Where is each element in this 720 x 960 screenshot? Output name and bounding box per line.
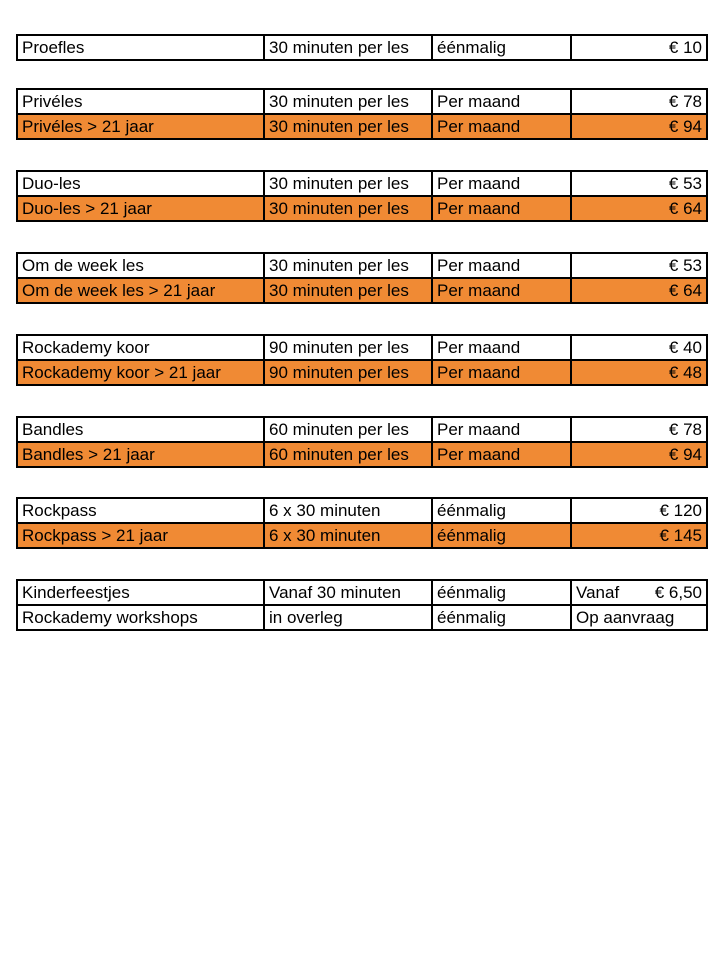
price-table-priveles bbox=[16, 88, 708, 140]
price-table-bandles bbox=[16, 416, 708, 468]
lesson-price: € 6,50 bbox=[654, 583, 702, 602]
table-row bbox=[17, 442, 707, 467]
lesson-duration: 30 minuten per les bbox=[264, 253, 432, 278]
lesson-frequency: Per maand bbox=[432, 360, 571, 385]
lesson-price: € 40 bbox=[571, 335, 707, 360]
lesson-frequency: Per maand bbox=[432, 171, 571, 196]
lesson-price: Op aanvraag bbox=[571, 605, 707, 630]
lesson-frequency: éénmalig bbox=[432, 498, 571, 523]
table-row bbox=[17, 335, 707, 360]
lesson-duration: 6 x 30 minuten bbox=[264, 498, 432, 523]
lesson-frequency: Per maand bbox=[432, 278, 571, 303]
lesson-price: € 64 bbox=[571, 278, 707, 303]
price-table-proefles bbox=[16, 34, 708, 61]
lesson-duration: 30 minuten per les bbox=[264, 278, 432, 303]
lesson-name: Duo-les bbox=[17, 171, 264, 196]
lesson-frequency: éénmalig bbox=[432, 523, 571, 548]
lesson-price: € 145 bbox=[571, 523, 707, 548]
lesson-price: € 10 bbox=[571, 35, 707, 60]
lesson-price: € 78 bbox=[571, 89, 707, 114]
lesson-price: € 53 bbox=[571, 253, 707, 278]
table-row bbox=[17, 114, 707, 139]
lesson-duration: 30 minuten per les bbox=[264, 196, 432, 221]
lesson-frequency: éénmalig bbox=[432, 35, 571, 60]
table-row bbox=[17, 580, 707, 605]
lesson-duration: Vanaf 30 minuten bbox=[264, 580, 432, 605]
lesson-name: Privéles bbox=[17, 89, 264, 114]
table-row bbox=[17, 498, 707, 523]
table-row bbox=[17, 35, 707, 60]
lesson-name: Om de week les bbox=[17, 253, 264, 278]
lesson-name: Duo-les > 21 jaar bbox=[17, 196, 264, 221]
price-table-koor bbox=[16, 334, 708, 386]
lesson-price: € 94 bbox=[571, 442, 707, 467]
lesson-name: Rockademy koor > 21 jaar bbox=[17, 360, 264, 385]
lesson-name: Rockpass bbox=[17, 498, 264, 523]
lesson-name: Bandles bbox=[17, 417, 264, 442]
lesson-name: Rockpass > 21 jaar bbox=[17, 523, 264, 548]
lesson-name: Proefles bbox=[17, 35, 264, 60]
table-row bbox=[17, 360, 707, 385]
lesson-duration: 6 x 30 minuten bbox=[264, 523, 432, 548]
lesson-frequency: Per maand bbox=[432, 442, 571, 467]
lesson-frequency: Per maand bbox=[432, 253, 571, 278]
lesson-frequency: éénmalig bbox=[432, 580, 571, 605]
lesson-frequency: éénmalig bbox=[432, 605, 571, 630]
table-row bbox=[17, 89, 707, 114]
lesson-price: € 94 bbox=[571, 114, 707, 139]
lesson-duration: 90 minuten per les bbox=[264, 360, 432, 385]
table-row bbox=[17, 417, 707, 442]
lesson-name: Rockademy koor bbox=[17, 335, 264, 360]
lesson-price: € 64 bbox=[571, 196, 707, 221]
price-prefix: Vanaf bbox=[576, 583, 620, 602]
lesson-duration: 30 minuten per les bbox=[264, 89, 432, 114]
lesson-name: Kinderfeestjes bbox=[17, 580, 264, 605]
table-row bbox=[17, 523, 707, 548]
lesson-name: Bandles > 21 jaar bbox=[17, 442, 264, 467]
lesson-duration: 30 minuten per les bbox=[264, 35, 432, 60]
lesson-price: € 48 bbox=[571, 360, 707, 385]
lesson-name: Om de week les > 21 jaar bbox=[17, 278, 264, 303]
lesson-price: € 120 bbox=[571, 498, 707, 523]
lesson-duration: 60 minuten per les bbox=[264, 442, 432, 467]
lesson-name: Rockademy workshops bbox=[17, 605, 264, 630]
lesson-duration: 30 minuten per les bbox=[264, 171, 432, 196]
table-row bbox=[17, 196, 707, 221]
lesson-price: € 78 bbox=[571, 417, 707, 442]
lesson-frequency: Per maand bbox=[432, 196, 571, 221]
table-row bbox=[17, 278, 707, 303]
lesson-frequency: Per maand bbox=[432, 114, 571, 139]
table-row bbox=[17, 171, 707, 196]
lesson-duration: 30 minuten per les bbox=[264, 114, 432, 139]
price-table-om-de-week bbox=[16, 252, 708, 304]
table-row bbox=[17, 605, 707, 630]
lesson-duration: 60 minuten per les bbox=[264, 417, 432, 442]
lesson-price: € 53 bbox=[571, 171, 707, 196]
price-table-extras bbox=[16, 579, 708, 631]
price-table-rockpass bbox=[16, 497, 708, 549]
lesson-frequency: Per maand bbox=[432, 417, 571, 442]
lesson-price-cell bbox=[571, 580, 707, 605]
lesson-duration: 90 minuten per les bbox=[264, 335, 432, 360]
table-row bbox=[17, 253, 707, 278]
lesson-frequency: Per maand bbox=[432, 335, 571, 360]
lesson-frequency: Per maand bbox=[432, 89, 571, 114]
lesson-duration: in overleg bbox=[264, 605, 432, 630]
lesson-name: Privéles > 21 jaar bbox=[17, 114, 264, 139]
price-table-duo-les bbox=[16, 170, 708, 222]
